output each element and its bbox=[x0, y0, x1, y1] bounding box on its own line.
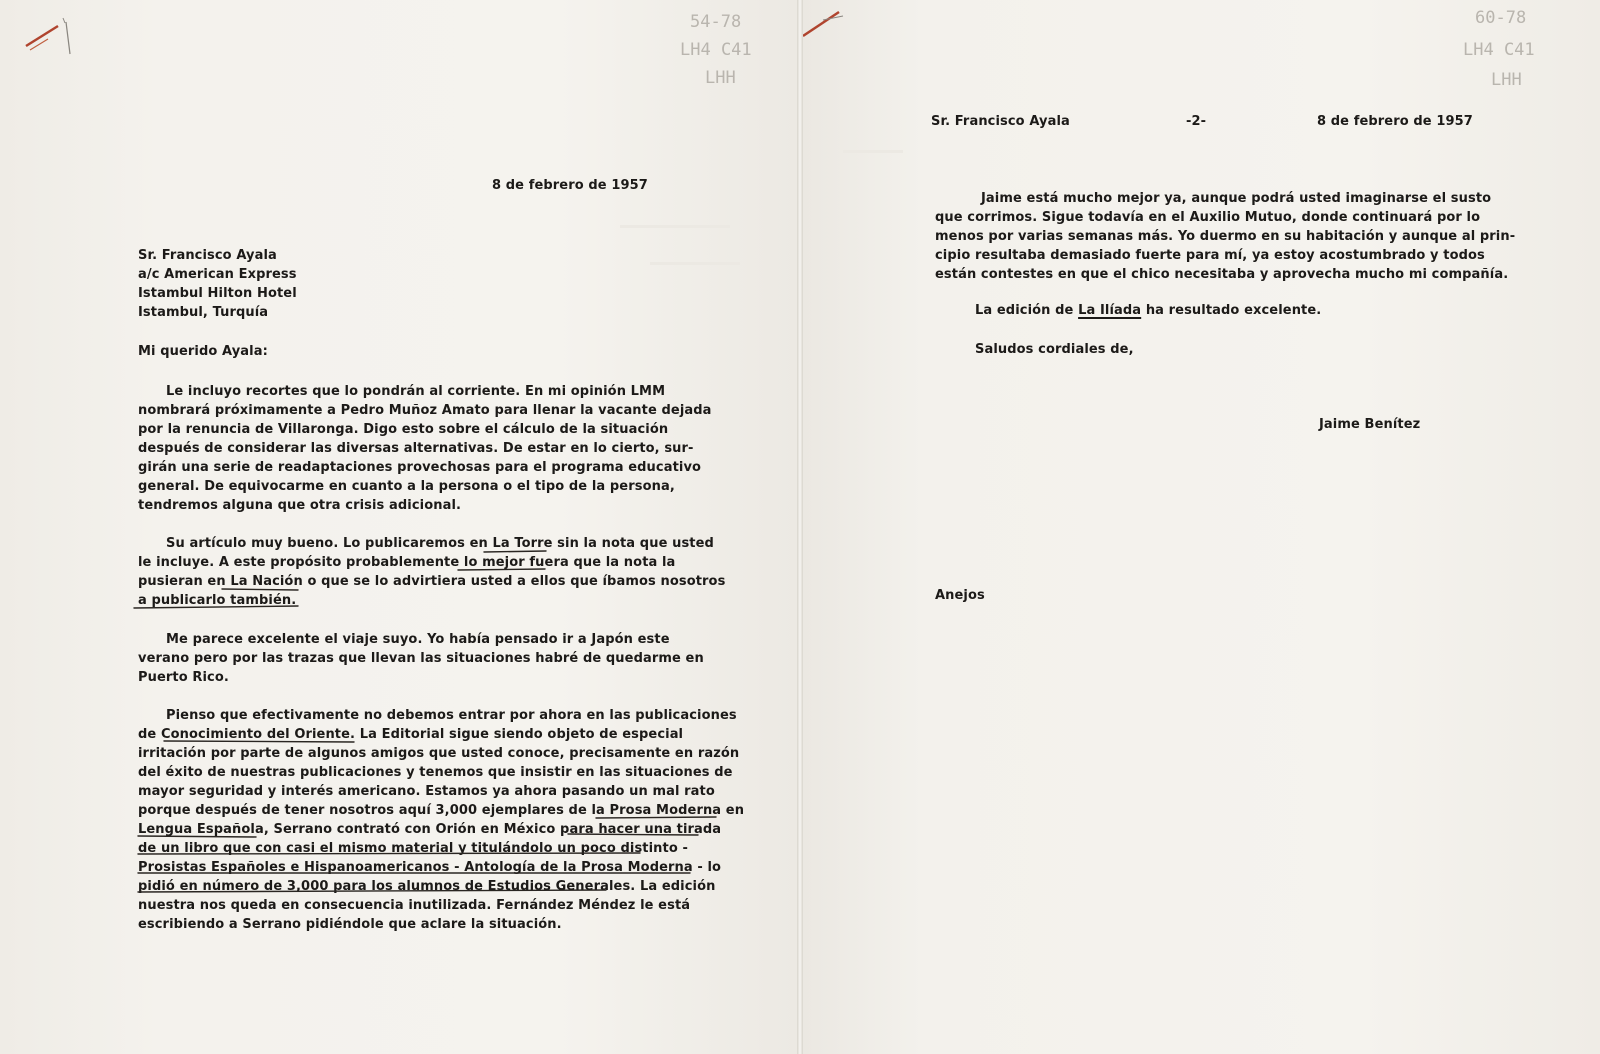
paragraph-line: nuestra nos queda en consecuencia inutilizada. Fernández Méndez le está bbox=[138, 898, 691, 913]
paragraph-line: nombrará próximamente a Pedro Muñoz Amato para llenar la vacante dejada bbox=[138, 403, 712, 418]
header-recipient: Sr. Francisco Ayala bbox=[931, 114, 1070, 129]
page-number: -2- bbox=[1186, 114, 1207, 129]
paragraph-line: mayor seguridad y interés americano. Estamos ya ahora pasando un mal rato bbox=[138, 784, 715, 799]
paragraph-line: menos por varias semanas más. Yo duermo en su habitación y aunque al prin- bbox=[935, 229, 1516, 244]
paragraph-line: tendremos alguna que otra crisis adicional. bbox=[138, 498, 462, 513]
paragraph-line: están contestes en que el chico necesitaba y aprovecha mucho mi compañía. bbox=[935, 267, 1509, 282]
paragraph-line: general. De equivocarme en cuanto a la persona o el tipo de la persona, bbox=[138, 479, 675, 494]
paragraph-line: Prosistas Españoles e Hispanoamericanos - Antología de la Prosa Moderna - lo bbox=[138, 860, 722, 875]
header-date: 8 de febrero de 1957 bbox=[1317, 114, 1473, 129]
paragraph-line: irritación por parte de algunos amigos que usted conoce, precisamente en razón bbox=[138, 746, 740, 761]
paragraph-line: escribiendo a Serrano pidiéndole que aclare la situación. bbox=[138, 917, 562, 932]
paragraph-line bbox=[975, 303, 1321, 319]
paragraph-line: después de considerar las diversas alternativas. De estar en lo cierto, sur- bbox=[138, 441, 694, 456]
archive-note-line: 54-78 bbox=[690, 12, 742, 32]
paragraph-line: Pienso que efectivamente no debemos entrar por ahora en las publicaciones bbox=[166, 708, 737, 723]
paragraph-line: verano pero por las trazas que llevan las situaciones habré de quedarme en bbox=[138, 651, 704, 666]
signature: Jaime Benítez bbox=[1319, 417, 1421, 432]
text-segment: ha resultado excelente. bbox=[1141, 303, 1322, 318]
paragraph-line: a publicarlo también. bbox=[138, 593, 297, 608]
paragraph-line: Jaime está mucho mejor ya, aunque podrá usted imaginarse el susto bbox=[981, 191, 1492, 206]
paragraph-line: Me parece excelente el viaje suyo. Yo había pensado ir a Japón este bbox=[166, 632, 670, 647]
paragraph-line: Su artículo muy bueno. Lo publicaremos en La Torre sin la nota que usted bbox=[166, 536, 714, 551]
letter-page-2 bbox=[803, 0, 1600, 1054]
paragraph-line: Lengua Española, Serrano contrató con Orión en México para hacer una tirada bbox=[138, 822, 722, 837]
paragraph-line: porque después de tener nosotros aquí 3,000 ejemplares de la Prosa Moderna en bbox=[138, 803, 745, 818]
red-pencil-mark-icon bbox=[803, 2, 863, 52]
paragraph-line: girán una serie de readaptaciones provechosas para el programa educativo bbox=[138, 460, 702, 475]
book-title: La Ilíada bbox=[1078, 303, 1142, 318]
address-line: Istambul Hilton Hotel bbox=[138, 286, 297, 301]
archive-note-line: LH4 C41 bbox=[1463, 40, 1535, 60]
paragraph-line: del éxito de nuestras publicaciones y tenemos que insistir en las situaciones de bbox=[138, 765, 733, 780]
paragraph-line: pusieran en La Nación o que se lo advirtiera usted a ellos que íbamos nosotros bbox=[138, 574, 726, 589]
address-line: Sr. Francisco Ayala bbox=[138, 248, 277, 263]
letter-page-1 bbox=[0, 0, 797, 1054]
paragraph-line: de un libro que con casi el mismo material y titulándolo un poco distinto - bbox=[138, 841, 689, 856]
paragraph-line: por la renuncia de Villaronga. Digo esto sobre el cálculo de la situación bbox=[138, 422, 669, 437]
archive-note-line: 60-78 bbox=[1475, 8, 1527, 28]
address-line: Istambul, Turquía bbox=[138, 305, 269, 320]
address-line: a/c American Express bbox=[138, 267, 297, 282]
enclosures: Anejos bbox=[935, 588, 985, 603]
salutation: Mi querido Ayala: bbox=[138, 344, 268, 359]
paragraph-line: de Conocimiento del Oriente. La Editorial sigue siendo objeto de especial bbox=[138, 727, 684, 742]
letter-date: 8 de febrero de 1957 bbox=[492, 178, 648, 193]
archive-note-line: LHH bbox=[705, 68, 736, 88]
paragraph-line: le incluye. A este propósito probablemente lo mejor fuera que la nota la bbox=[138, 555, 676, 570]
archive-note-line: LH4 C41 bbox=[680, 40, 752, 60]
paragraph-line: Le incluyo recortes que lo pondrán al corriente. En mi opinión LMM bbox=[166, 384, 666, 399]
closing: Saludos cordiales de, bbox=[975, 342, 1134, 357]
text-segment: La edición de bbox=[975, 303, 1079, 318]
paragraph-line: cipio resultaba demasiado fuerte para mí, ya estoy acostumbrado y todos bbox=[935, 248, 1485, 263]
paragraph-line: que corrimos. Sigue todavía en el Auxilio Mutuo, donde continuará por lo bbox=[935, 210, 1481, 225]
paragraph-line: pidió en número de 3,000 para los alumnos de Estudios Generales. La edición bbox=[138, 879, 716, 894]
archive-note-line: LHH bbox=[1491, 70, 1522, 90]
paragraph-line: Puerto Rico. bbox=[138, 670, 229, 685]
pen-underline-marks bbox=[0, 0, 797, 1054]
